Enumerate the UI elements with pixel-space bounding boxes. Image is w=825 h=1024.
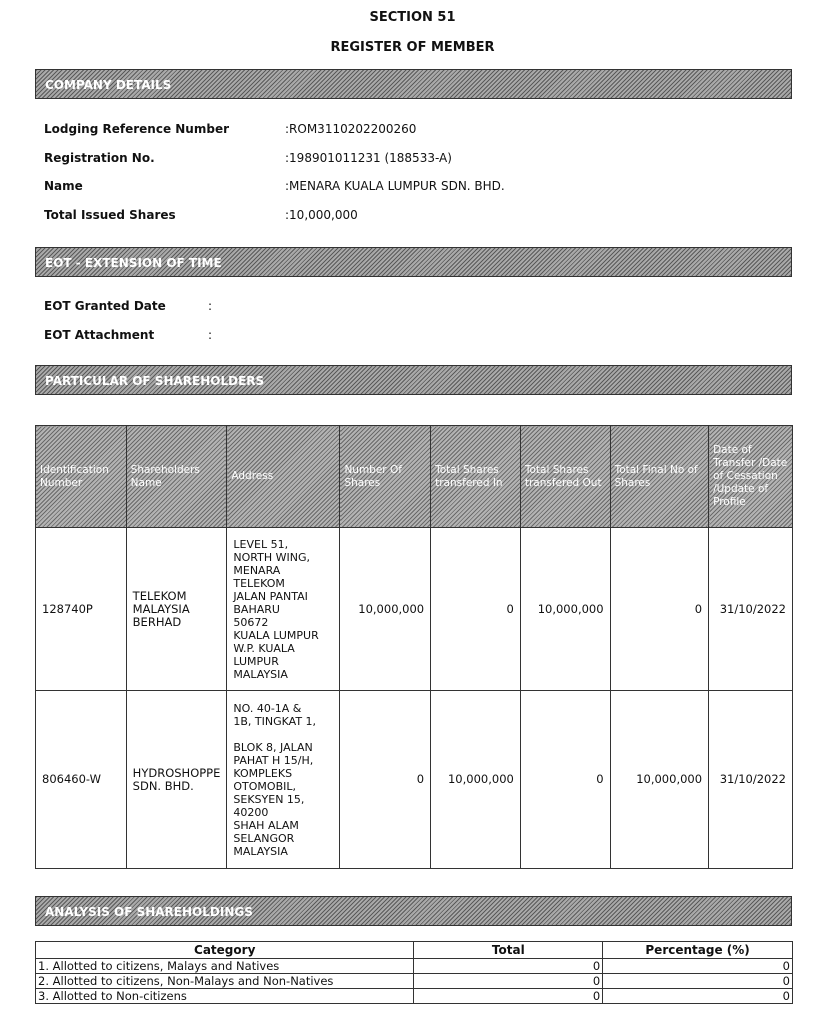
company-name-label: Name xyxy=(44,179,83,193)
registration-no-value: :198901011231 (188533-A) xyxy=(285,151,452,165)
final-shares: 10,000,000 xyxy=(610,691,709,869)
col-percentage: Percentage (%) xyxy=(603,942,793,959)
eot-attachment-label: EOT Attachment xyxy=(44,328,155,342)
shares-transferred-in: 10,000,000 xyxy=(431,691,521,869)
shareholders-table xyxy=(35,425,793,869)
col-shareholders-name: Shareholders Name xyxy=(126,426,227,528)
col-identification-number: Identification Number xyxy=(36,426,127,528)
section-title: SECTION 51 xyxy=(369,10,456,25)
col-category: Category xyxy=(36,942,414,959)
shareholder-id: 806460-W xyxy=(36,691,127,869)
col-address: Address xyxy=(227,426,340,528)
shareholder-name: TELEKOM MALAYSIA BERHAD xyxy=(126,528,227,691)
transfer-date: 31/10/2022 xyxy=(709,528,793,691)
eot-heading: EOT - EXTENSION OF TIME xyxy=(35,247,792,277)
total-cell: 0 xyxy=(414,974,603,989)
shareholders-heading: PARTICULAR OF SHAREHOLDERS xyxy=(35,365,792,395)
category-cell: 3. Allotted to Non-citizens xyxy=(36,989,414,1004)
company-details-heading: COMPANY DETAILS xyxy=(35,69,792,99)
number-of-shares: 10,000,000 xyxy=(340,528,431,691)
shares-transferred-out: 10,000,000 xyxy=(520,528,610,691)
analysis-heading: ANALYSIS OF SHAREHOLDINGS xyxy=(35,896,792,926)
percentage-cell: 0 xyxy=(603,959,793,974)
eot-granted-date-label: EOT Granted Date xyxy=(44,299,166,313)
eot-attachment-value: : xyxy=(208,328,213,342)
table-row xyxy=(36,528,793,691)
col-total: Total xyxy=(414,942,603,959)
table-row xyxy=(36,974,793,989)
percentage-cell: 0 xyxy=(603,974,793,989)
analysis-table xyxy=(35,941,793,1004)
category-cell: 1. Allotted to citizens, Malays and Natives xyxy=(36,959,414,974)
final-shares: 0 xyxy=(610,528,709,691)
total-cell: 0 xyxy=(414,959,603,974)
col-number-of-shares: Number Of Shares xyxy=(340,426,431,528)
total-issued-shares-label: Total Issued Shares xyxy=(44,208,176,222)
percentage-cell: 0 xyxy=(603,989,793,1004)
shareholder-address: NO. 40-1A & 1B, TINGKAT 1, BLOK 8, JALAN PAHAT H 15/H, KOMPLEKS OTOMOBIL, SEKSYEN 15, 40200 SHAH ALAM SELANGOR MALAYSIA xyxy=(227,691,340,869)
shareholder-id: 128740P xyxy=(36,528,127,691)
total-issued-shares-value: :10,000,000 xyxy=(285,208,358,222)
company-name-value: :MENARA KUALA LUMPUR SDN. BHD. xyxy=(285,179,505,193)
lodging-ref-value: :ROM3110202200260 xyxy=(285,122,417,136)
table-row xyxy=(36,989,793,1004)
col-date-of-transfer: Date of Transfer /Date of Cessation /Update of Profile xyxy=(709,426,793,528)
shareholder-address: LEVEL 51, NORTH WING, MENARA TELEKOM JALAN PANTAI BAHARU 50672 KUALA LUMPUR W.P. KUALA LUMPUR MALAYSIA xyxy=(227,528,340,691)
table-header-row xyxy=(36,942,793,959)
category-cell: 2. Allotted to citizens, Non-Malays and Non-Natives xyxy=(36,974,414,989)
eot-granted-date-value: : xyxy=(208,299,213,313)
shares-transferred-in: 0 xyxy=(431,528,521,691)
registration-no-label: Registration No. xyxy=(44,151,155,165)
transfer-date: 31/10/2022 xyxy=(709,691,793,869)
table-header-row xyxy=(36,426,793,528)
col-total-final-shares: Total Final No of Shares xyxy=(610,426,709,528)
shares-transferred-out: 0 xyxy=(520,691,610,869)
total-cell: 0 xyxy=(414,989,603,1004)
lodging-ref-label: Lodging Reference Number xyxy=(44,122,229,136)
table-row xyxy=(36,691,793,869)
col-total-shares-out: Total Shares transfered Out xyxy=(520,426,610,528)
table-row xyxy=(36,959,793,974)
page-title: REGISTER OF MEMBER xyxy=(330,40,495,55)
shareholder-name: HYDROSHOPPE SDN. BHD. xyxy=(126,691,227,869)
col-total-shares-in: Total Shares transfered In xyxy=(431,426,521,528)
number-of-shares: 0 xyxy=(340,691,431,869)
